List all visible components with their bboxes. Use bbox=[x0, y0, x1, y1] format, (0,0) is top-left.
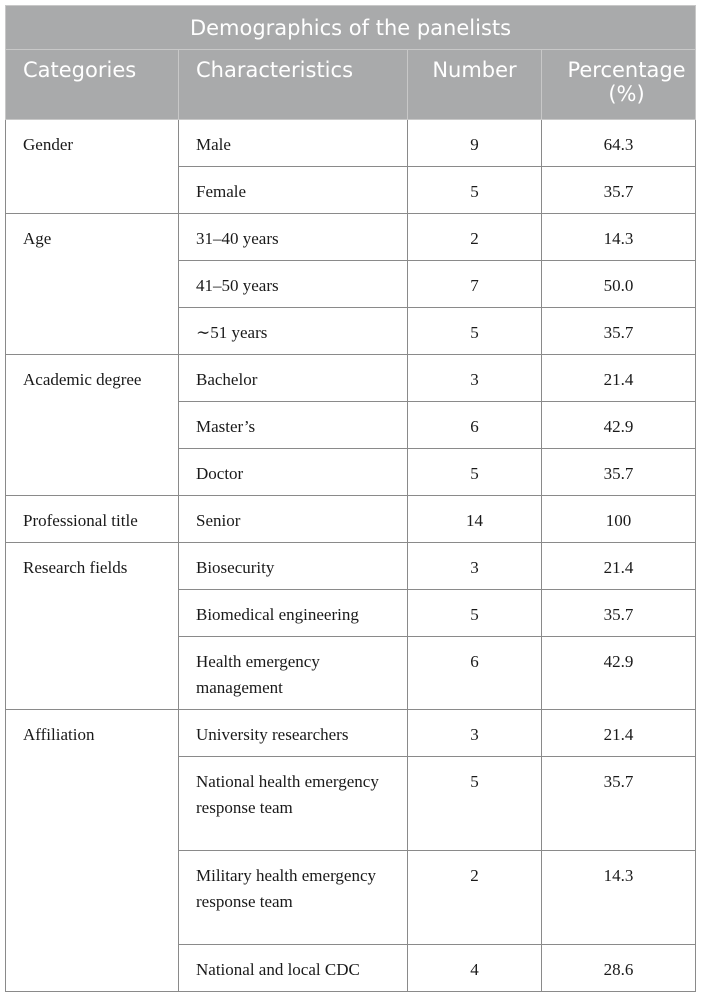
table-row bbox=[6, 543, 696, 590]
category-cell: Academic degree bbox=[6, 355, 179, 496]
percentage-cell: 42.9 bbox=[542, 637, 696, 710]
percentage-cell: 35.7 bbox=[542, 167, 696, 214]
characteristic-cell: 41–50 years bbox=[179, 261, 408, 308]
number-cell: 7 bbox=[408, 261, 542, 308]
characteristic-cell: Military health emergency response team bbox=[179, 851, 408, 945]
characteristic-cell: Senior bbox=[179, 496, 408, 543]
table-row bbox=[6, 214, 696, 261]
number-cell: 5 bbox=[408, 167, 542, 214]
percentage-cell: 21.4 bbox=[542, 710, 696, 757]
category-cell: Gender bbox=[6, 120, 179, 214]
characteristic-cell: Health emergency management bbox=[179, 637, 408, 710]
characteristic-cell: Bachelor bbox=[179, 355, 408, 402]
characteristic-cell: National health emergency response team bbox=[179, 757, 408, 851]
number-cell: 5 bbox=[408, 757, 542, 851]
percentage-cell: 35.7 bbox=[542, 308, 696, 355]
characteristic-cell: Biomedical engineering bbox=[179, 590, 408, 637]
characteristic-cell: Biosecurity bbox=[179, 543, 408, 590]
number-cell: 6 bbox=[408, 637, 542, 710]
characteristic-cell: University researchers bbox=[179, 710, 408, 757]
table-title: Demographics of the panelists bbox=[6, 6, 696, 50]
table-body bbox=[6, 120, 696, 992]
number-cell: 5 bbox=[408, 308, 542, 355]
number-cell: 3 bbox=[408, 543, 542, 590]
percentage-cell: 14.3 bbox=[542, 214, 696, 261]
percentage-cell: 42.9 bbox=[542, 402, 696, 449]
header-characteristics: Characteristics bbox=[179, 50, 408, 120]
number-cell: 4 bbox=[408, 945, 542, 992]
percentage-cell: 50.0 bbox=[542, 261, 696, 308]
number-cell: 9 bbox=[408, 120, 542, 167]
header-number: Number bbox=[408, 50, 542, 120]
number-cell: 3 bbox=[408, 710, 542, 757]
number-cell: 3 bbox=[408, 355, 542, 402]
demographics-table bbox=[5, 5, 696, 992]
category-cell: Research fields bbox=[6, 543, 179, 710]
table-row bbox=[6, 355, 696, 402]
characteristic-cell: Master’s bbox=[179, 402, 408, 449]
header-percentage: Percentage (%) bbox=[542, 50, 696, 120]
percentage-cell: 35.7 bbox=[542, 590, 696, 637]
percentage-cell: 100 bbox=[542, 496, 696, 543]
percentage-cell: 21.4 bbox=[542, 543, 696, 590]
percentage-cell: 35.7 bbox=[542, 449, 696, 496]
characteristic-cell: Female bbox=[179, 167, 408, 214]
table-row bbox=[6, 710, 696, 757]
table-row bbox=[6, 120, 696, 167]
percentage-cell: 14.3 bbox=[542, 851, 696, 945]
characteristic-cell: National and local CDC bbox=[179, 945, 408, 992]
characteristic-cell: 31–40 years bbox=[179, 214, 408, 261]
percentage-cell: 64.3 bbox=[542, 120, 696, 167]
characteristic-cell: ∼51 years bbox=[179, 308, 408, 355]
header-categories: Categories bbox=[6, 50, 179, 120]
number-cell: 5 bbox=[408, 590, 542, 637]
category-cell: Professional title bbox=[6, 496, 179, 543]
table-row bbox=[6, 496, 696, 543]
number-cell: 6 bbox=[408, 402, 542, 449]
number-cell: 2 bbox=[408, 214, 542, 261]
category-cell: Age bbox=[6, 214, 179, 355]
number-cell: 5 bbox=[408, 449, 542, 496]
category-cell: Affiliation bbox=[6, 710, 179, 992]
number-cell: 2 bbox=[408, 851, 542, 945]
number-cell: 14 bbox=[408, 496, 542, 543]
percentage-cell: 35.7 bbox=[542, 757, 696, 851]
percentage-cell: 28.6 bbox=[542, 945, 696, 992]
percentage-cell: 21.4 bbox=[542, 355, 696, 402]
characteristic-cell: Doctor bbox=[179, 449, 408, 496]
characteristic-cell: Male bbox=[179, 120, 408, 167]
